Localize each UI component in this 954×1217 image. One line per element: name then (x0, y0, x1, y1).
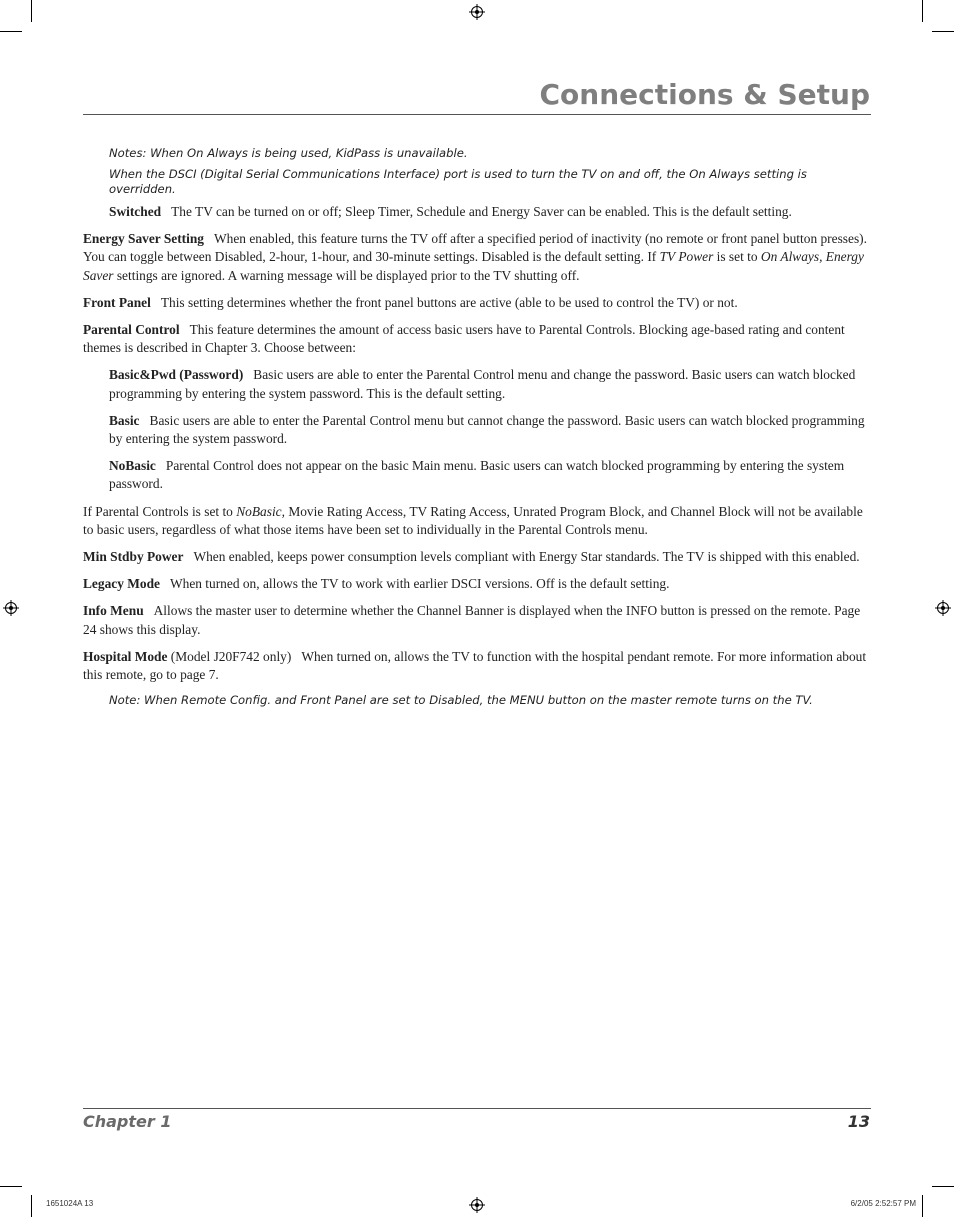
crop-mark (0, 31, 22, 32)
crop-mark (31, 0, 32, 22)
crop-mark (31, 1195, 32, 1217)
text-parental-control: This feature determines the amount of access basic users have to Parental Controls. Blocking age-based rating and content themes is described in Chapter 3. Choose between: (83, 322, 845, 356)
term-parental-control: Parental Control (83, 322, 180, 338)
paragraph-hospital (83, 648, 871, 684)
footer-chapter: Chapter 1 (83, 1112, 172, 1131)
text-basic-pwd: Basic users are able to enter the Parental Control menu and change the password. Basic users can watch blocked programming by entering the system password. This is the default setting. (109, 367, 856, 401)
registration-mark-icon (3, 600, 19, 616)
header-rule (83, 114, 871, 115)
text-switched: The TV can be turned on or off; Sleep Timer, Schedule and Energy Saver can be enabled. This is the default setting. (171, 204, 792, 219)
crop-mark (922, 0, 923, 22)
paragraph-if-parental (83, 503, 871, 539)
term-min-stdby: Min Stdby Power (83, 549, 184, 565)
text-if-parental-2: Movie Rating Access, TV Rating Access, Unrated Program Block, and Channel Block will not be available to basic users, regardless of what those items have been set to individually in the Parental Controls menu. (83, 503, 863, 537)
text-info-menu: Allows the master user to determine whether the Channel Banner is displayed when the INFO button is pressed on the remote. Page 24 shows this display. (83, 603, 861, 637)
page-number: 13 (847, 1112, 870, 1131)
print-slug-left: 1651024A 13 (46, 1199, 94, 1208)
text-energy-saver-3: settings are ignored. A warning message will be displayed prior to the TV shutting off. (113, 267, 580, 283)
note-remote-config: Note: When Remote Config. and Front Panel are set to Disabled, the MENU button on the master remote turns on the TV. (109, 693, 813, 708)
paragraph-legacy (83, 575, 871, 593)
term-hospital-model: (Model J20F742 only) (170, 648, 292, 664)
text-nobasic: Parental Control does not appear on the basic Main menu. Basic users can watch blocked programming by entering the system password. (109, 458, 845, 492)
em-on-always: On Always, Energy Saver (83, 249, 864, 283)
page-body (83, 146, 871, 714)
term-nobasic: NoBasic (109, 458, 156, 474)
term-hospital (83, 649, 291, 664)
note-dsci: When the DSCI (Digital Serial Communications Interface) port is used to turn the TV on and off, the On Always setting is overridden. (109, 167, 807, 196)
crop-mark (0, 1186, 22, 1187)
paragraph-parental-control (83, 321, 871, 357)
term-info-menu: Info Menu (83, 603, 144, 619)
page-title: Connections & Setup (539, 78, 870, 111)
text-front-panel: This setting determines whether the front panel buttons are active (able to be used to control the TV) or not. (160, 294, 738, 310)
paragraph-energy-saver (83, 230, 871, 285)
paragraph-min-stdby (83, 548, 871, 566)
registration-mark-icon (469, 4, 485, 20)
paragraph-basic-pwd (109, 366, 871, 402)
crop-mark (932, 31, 954, 32)
paragraph-basic (109, 412, 871, 448)
term-basic-pwd: Basic&Pwd (Password) (109, 367, 244, 383)
term-legacy: Legacy Mode (83, 576, 160, 592)
text-min-stdby: When enabled, keeps power consumption levels compliant with Energy Star standards. The TV is shipped with this enabled. (193, 549, 860, 565)
text-hospital: When turned on, allows the TV to function with the hospital pendant remote. For more information about this remote, go to page 7. (83, 648, 867, 683)
text-if-parental-1: If Parental Controls is set to (83, 503, 237, 519)
footer-rule (83, 1108, 871, 1109)
print-slug-right: 6/2/05 2:52:57 PM (850, 1199, 916, 1208)
paragraph-nobasic (109, 457, 871, 493)
term-front-panel: Front Panel (83, 294, 151, 310)
em-tv-power: TV Power (659, 249, 714, 265)
text-basic: Basic users are able to enter the Parental Control menu but cannot change the password. Basic users can watch blocked programming by entering the system password. (109, 412, 865, 447)
paragraph-switched (109, 203, 871, 221)
text-energy-saver-1: When enabled, this feature turns the TV off after a specified period of inactivity (no remote or front panel button presses). You can toggle between Disabled, 2-hour, 1-hour, and 30-minute settings. Disabled is the default setting. If (83, 231, 867, 265)
registration-mark-icon (935, 600, 951, 616)
em-nobasic: NoBasic, (236, 503, 285, 519)
term-hospital-label: Hospital Mode (83, 648, 168, 664)
term-basic: Basic (109, 412, 140, 428)
paragraph-front-panel (83, 294, 871, 312)
term-energy-saver: Energy Saver Setting (83, 231, 205, 247)
term-switched: Switched (109, 204, 162, 219)
crop-mark (922, 1195, 923, 1217)
registration-mark-icon (469, 1197, 485, 1213)
crop-mark (932, 1186, 954, 1187)
paragraph-info-menu (83, 602, 871, 638)
text-legacy: When turned on, allows the TV to work with earlier DSCI versions. Off is the default setting. (169, 576, 670, 592)
text-energy-saver-2: is set to (713, 249, 761, 265)
note-kidpass: Notes: When On Always is being used, KidPass is unavailable. (109, 146, 468, 160)
